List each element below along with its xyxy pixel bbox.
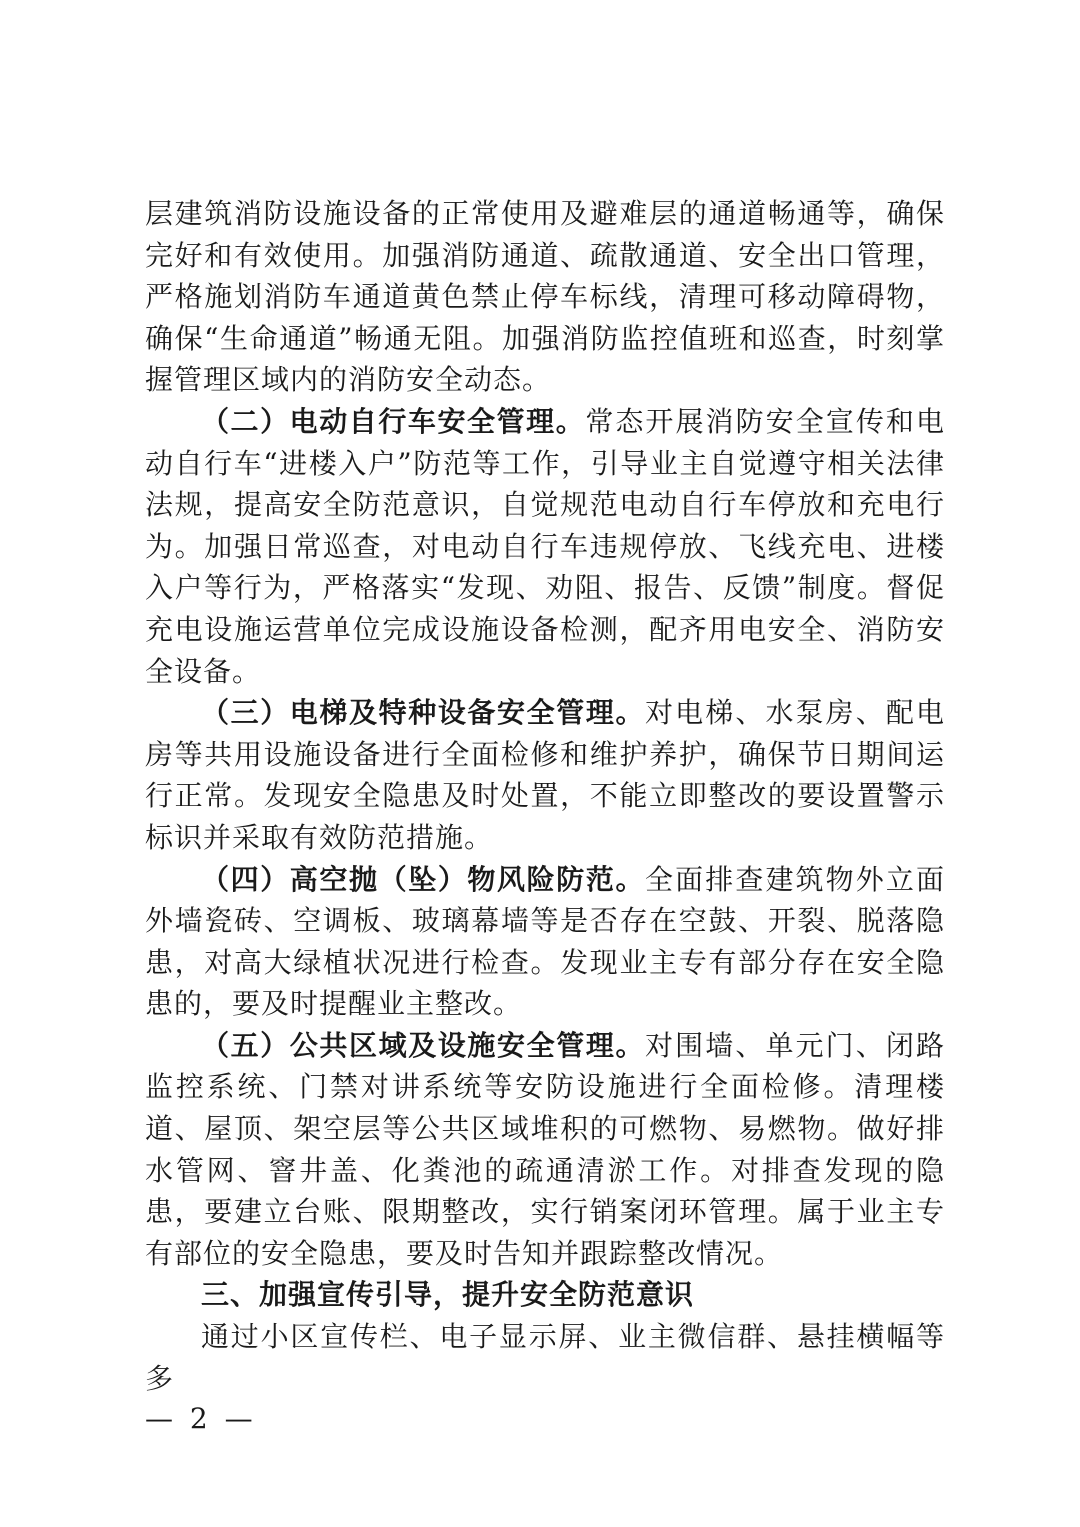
paragraph-public-areas [145, 1025, 945, 1275]
page-number: — 2 — [145, 1402, 257, 1435]
paragraph-text: 层建筑消防设施设备的正常使用及避难层的通道畅通等，确保完好和有效使用。加强消防通道、疏散通道、安全出口管理，严格施划消防车通道黄色禁止停车标线，清理可移动障碍物，确保“生命通道”畅通无阻。加强消防监控值班和巡查，时刻掌握管理区域内的消防安全动态。 [145, 197, 945, 397]
paragraph-lead: （五）公共区域及设施安全管理。 [201, 1028, 646, 1062]
paragraph-ebike-safety [145, 401, 945, 692]
paragraph-text: 全面排查建筑物外立面外墙瓷砖、空调板、玻璃幕墙等是否存在空鼓、开裂、脱落隐患，对高大绿植状况进行检查。发现业主专有部分存在安全隐患的，要及时提醒业主整改。 [145, 862, 945, 1021]
paragraph-text: 通过小区宣传栏、电子显示屏、业主微信群、悬挂横幅等多 [145, 1320, 945, 1395]
section-heading: 三、加强宣传引导，提升安全防范意识 [201, 1278, 695, 1312]
paragraph-lead: （四）高空抛（坠）物风险防范。 [201, 862, 646, 896]
paragraph-publicity [145, 1316, 945, 1399]
paragraph-lead: （二）电动自行车安全管理。 [201, 404, 586, 438]
paragraph-elevator-safety [145, 692, 945, 858]
paragraph-continuation [145, 193, 945, 401]
paragraph-text: 对电梯、水泵房、配电房等共用设施设备进行全面检修和维护养护，确保节日期间运行正常。发现安全隐患及时处置，不能立即整改的要设置警示标识并采取有效防范措施。 [145, 696, 945, 854]
paragraph-lead: （三）电梯及特种设备安全管理。 [201, 696, 646, 730]
paragraph-text: 常态开展消防安全宣传和电动自行车“进楼入户”防范等工作，引导业主自觉遵守相关法律法规，提高安全防范意识，自觉规范电动自行车停放和充电行为。加强日常巡查，对电动自行车违规停放、飞线充电、进楼入户等行为，严格落实“发现、劝阻、报告、反馈”制度。督促充电设施运营单位完成设施设备检测，配齐用电安全、消防安全设备。 [145, 404, 945, 688]
paragraph-falling-objects [145, 859, 945, 1025]
document-body [145, 193, 945, 1399]
paragraph-text: 对围墙、单元门、闭路监控系统、门禁对讲系统等安防设施进行全面检修。清理楼道、屋顶、架空层等公共区域堆积的可燃物、易燃物。做好排水管网、窨井盖、化粪池的疏通清淤工作。对排查发现的隐患，要建立台账、限期整改，实行销案闭环管理。属于业主专有部位的安全隐患，要及时告知并跟踪整改情况。 [145, 1028, 945, 1270]
